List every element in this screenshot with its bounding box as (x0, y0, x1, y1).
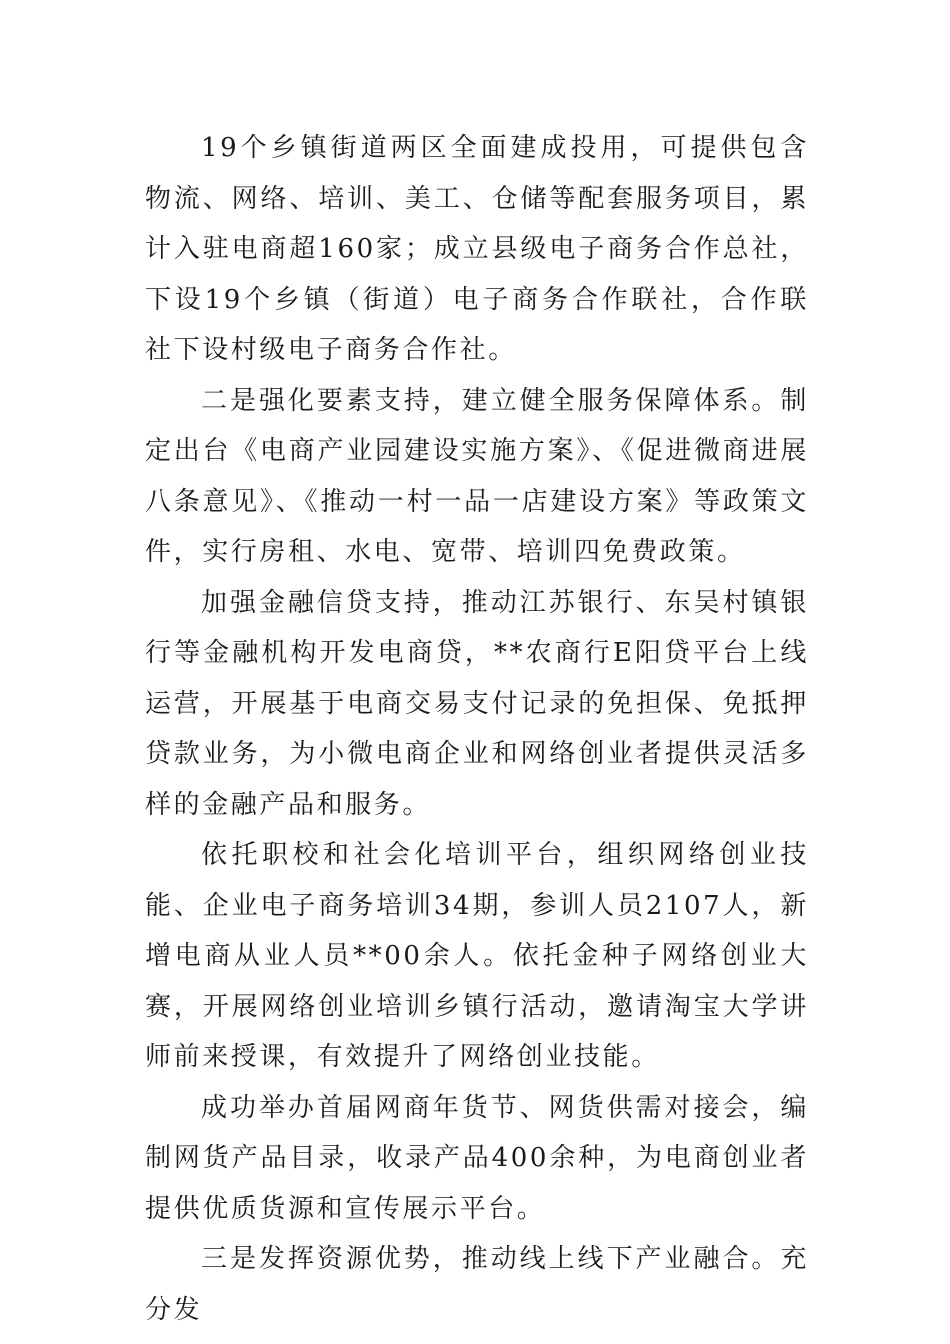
paragraph-2: 二是强化要素支持，建立健全服务保障体系。制定出台《电商产业园建设实施方案》、《促进微商进展八条意见》、《推动一村一品一店建设方案》等政策文件，实行房租、水电、宽带、培训四免费政策。 (145, 385, 809, 567)
paragraph-4: 依托职校和社会化培训平台，组织网络创业技能、企业电子商务培训34期，参训人员2107人，新增电商从业人员**00余人。依托金种子网络创业大赛，开展网络创业培训乡镇行活动，邀请淘宝大学讲师前来授课，有效提升了网络创业技能。 (145, 840, 809, 1072)
paragraph-3: 加强金融信贷支持，推动江苏银行、东吴村镇银行等金融机构开发电商贷，**农商行E阳贷平台上线运营，开展基于电商交易支付记录的免担保、免抵押贷款业务，为小微电商企业和网络创业者提供灵活多样的金融产品和服务。 (145, 587, 809, 820)
document-body (145, 123, 809, 1335)
paragraph-5: 成功举办首届网商年货节、网货供需对接会，编制网货产品目录，收录产品400余种，为电商创业者提供优质货源和宣传展示平台。 (145, 1092, 809, 1224)
paragraph-1: 19个乡镇街道两区全面建成投用，可提供包含物流、网络、培训、美工、仓储等配套服务项目，累计入驻电商超160家；成立县级电子商务合作总社，下设19个乡镇（街道）电子商务合作联社，合作联社下设村级电子商务合作社。 (145, 133, 809, 365)
paragraph-6: 三是发挥资源优势，推动线上线下产业融合。充分发 (145, 1244, 809, 1325)
